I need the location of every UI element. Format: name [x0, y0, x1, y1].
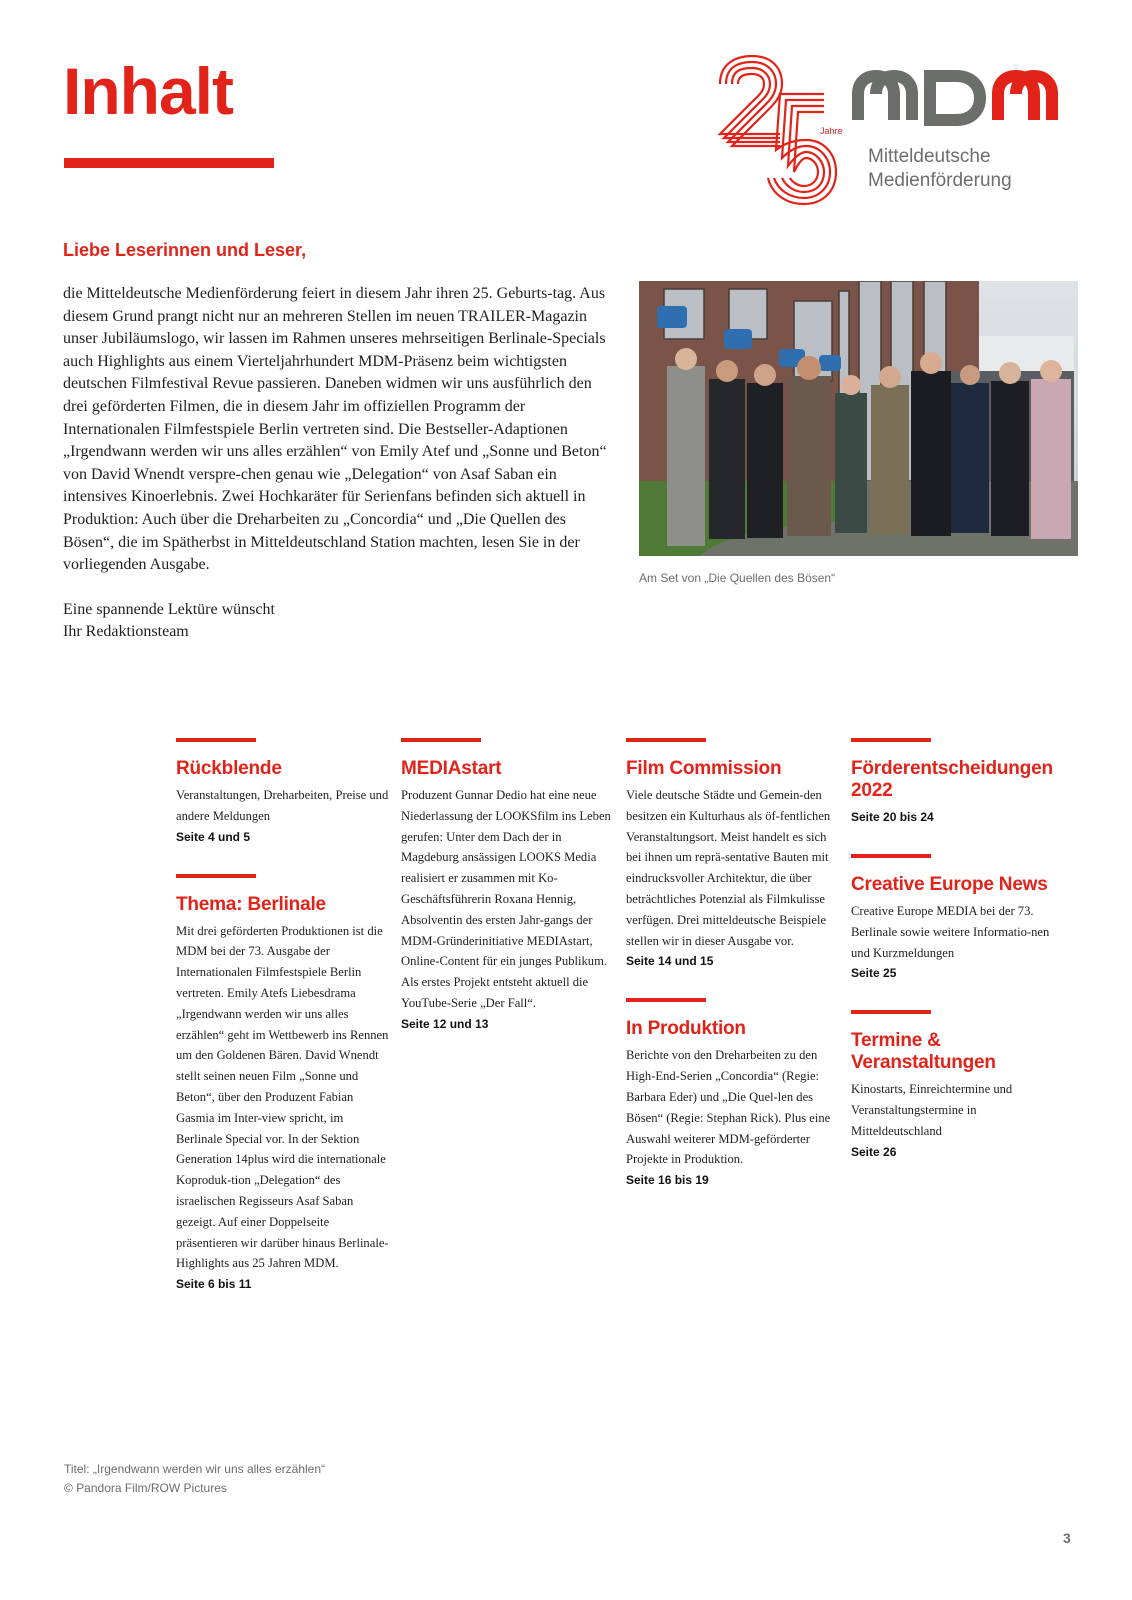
- toc-item-termine-veranstaltungen[interactable]: [851, 1010, 1076, 1161]
- toc-item-foerderentscheidungen[interactable]: [851, 738, 1076, 827]
- toc-title: Förderentscheidungen 2022: [851, 758, 1053, 801]
- intro-closing-line1: Eine spannende Lektüre wünscht: [63, 600, 275, 618]
- toc-pages: Seite 16 bis 19: [626, 1173, 709, 1188]
- photo-caption: Am Set von „Die Quellen des Bösen“: [639, 571, 836, 585]
- logo-jahre-label: Jahre: [820, 126, 843, 136]
- toc-description: Mit drei geförderten Produktionen ist die MDM bei der 73. Ausgabe der Internationalen Filmfestspiele Berlin vertreten. Emily Atefs Liebesdrama „Irgendwann werden wir uns alles erzählen“ geht im Wettbewerb ins Rennen um den Goldenen Bären. David Wnendt stellt seinen neuen Film „Sonne und Beton“, über den Produzent Fabian Gasmia im Inter-view spricht, im Berlinale Special vor. In der Sektion Generation 14plus wird die internationale Koproduk-tion „Delegation“ des israelischen Regisseurs Asaf Saban gezeigt. Auf einer Doppelseite präsentieren wir darüber hinaus Berlinale-Highlights aus 25 Jahren MDM.: [176, 923, 389, 1271]
- toc-pages: Seite 14 und 15: [626, 954, 714, 969]
- toc-column-2: [401, 738, 616, 1034]
- credit-title: Titel: „Irgendwann werden wir uns alles erzählen“: [64, 1462, 326, 1476]
- toc-description: Viele deutsche Städte und Gemein-den besitzen ein Kulturhaus als öf-fentlichen Veranstaltungsort. Meist handelt es sich bei ihnen um reprä-sentative Bauten mit eindrucksvoller Architektur, die über beträchtliches Potenzial als Filmkulisse verfügen. Drei mitteldeutsche Beispiele stellen wir in dieser Ausgabe vor.: [626, 788, 831, 948]
- toc-rule: [851, 738, 931, 742]
- toc-rule: [851, 854, 931, 858]
- intro-closing-line2: Ihr Redaktionsteam: [63, 623, 189, 641]
- intro-text: [63, 283, 618, 644]
- logo-name-line2: Medienförderung: [868, 170, 1012, 191]
- toc-item-in-produktion[interactable]: [626, 998, 841, 1190]
- title-rule: [64, 158, 274, 168]
- set-photo: [639, 281, 1078, 556]
- toc-title: Thema: Berlinale: [176, 893, 326, 915]
- mdm-25-jahre-logo: [716, 54, 1076, 214]
- toc-description: Creative Europe MEDIA bei der 73. Berlinale sowie weitere Informatio-nen und Kurzmeldungen: [851, 904, 1050, 960]
- toc-item-film-commission[interactable]: [626, 738, 841, 971]
- toc-pages: Seite 6 bis 11: [176, 1277, 252, 1292]
- toc-title: In Produktion: [626, 1018, 746, 1040]
- toc-item-thema-berlinale[interactable]: [176, 874, 391, 1295]
- toc-rule: [176, 738, 256, 742]
- toc-description: Produzent Gunnar Dedio hat eine neue Niederlassung der LOOKSfilm ins Leben gerufen: Unter dem Dach der in Magdeburg ansässigen LOOKS Media realisiert er zusammen mit Ko-Geschäftsführerin Roxana Hennig, Absolventin des ersten Jahr-gangs der MDM-Gründerinitiative MEDIAstart, Online-Content für ein junges Publikum. Als erstes Projekt entsteht aktuell die YouTube-Serie „Der Fall“.: [401, 788, 611, 1010]
- toc-title: Creative Europe News: [851, 874, 1048, 895]
- toc-item-creative-europe-news[interactable]: [851, 854, 1076, 983]
- photo-illustration: [639, 281, 1078, 556]
- toc-column-1: [176, 738, 391, 1294]
- toc-item-rueckblende[interactable]: [176, 738, 391, 847]
- toc-pages: Seite 4 und 5: [176, 829, 251, 844]
- page-number: 3: [1063, 1530, 1071, 1546]
- toc-pages: Seite 25: [851, 966, 897, 981]
- toc-pages: Seite 26: [851, 1144, 897, 1159]
- toc-title: MEDIAstart: [401, 758, 502, 779]
- toc-rule: [626, 738, 706, 742]
- toc-rule: [401, 738, 481, 742]
- toc-description: Kinostarts, Einreichtermine und Veranstaltungstermine in Mitteldeutschland: [851, 1082, 1013, 1138]
- logo-mdm-wordmark: [858, 76, 1052, 120]
- toc-rule: [851, 1010, 931, 1014]
- toc-description: Berichte von den Dreharbeiten zu den High-End-Serien „Concordia“ (Regie: Barbara Eder) und „Die Quel-len des Bösen“ (Regie: Stephan Rick). Plus eine Auswahl weiterer MDM-geförderter Projekte in Produktion.: [626, 1048, 831, 1167]
- cover-credit: [64, 1460, 325, 1498]
- toc-rule: [176, 874, 256, 878]
- toc-pages: Seite 12 und 13: [401, 1016, 489, 1031]
- toc-rule: [626, 998, 706, 1002]
- intro-greeting: Liebe Leserinnen und Leser,: [63, 240, 307, 260]
- toc-column-3: [626, 738, 841, 1190]
- toc-title: Film Commission: [626, 758, 782, 779]
- toc-column-4: [851, 738, 1076, 1162]
- toc-title: Rückblende: [176, 758, 282, 779]
- credit-copyright: © Pandora Film/ROW Pictures: [64, 1481, 227, 1495]
- page-title: Inhalt: [63, 54, 233, 128]
- intro-body: die Mitteldeutsche Medienförderung feiert in diesem Jahr ihren 25. Geburts-tag. Aus diesem Grund prangt nicht nur an mehreren Stellen im neuen TRAILER-Magazin unser Jubiläumslogo, wir lassen im Rahmen unseres mehrseitigen Berlinale-Specials auch Highlights aus einem Vierteljahrhundert MDM-Präsenz beim wichtigsten deutschen Filmfestival Revue passieren. Daneben widmen wir uns ausführlich den drei geförderten Filmen, die in diesem Jahr im offiziellen Programm der Internationalen Filmfestspiele Berlin vertreten sind. Die Bestseller-Adaptionen „Irgendwann werden wir uns alles erzählen“ von Emily Atef und „Sonne und Beton“ von David Wnendt verspre-chen genau wie „Delegation“ von Asaf Saban ein intensives Kinoerlebnis. Zwei Hochkaräter für Serienfans befinden sich aktuell in Produktion: Auch über die Dreharbeiten zu „Concordia“ und „Die Quellen des Bösen“, die im Spätherbst in Mitteldeutschland Station machten, lesen Sie in der vorliegenden Ausgabe.: [63, 285, 607, 574]
- logo-name-line1: Mitteldeutsche: [868, 146, 991, 167]
- logo-25-mark: [720, 56, 836, 204]
- toc-description: Veranstaltungen, Dreharbeiten, Preise und andere Meldungen: [176, 788, 389, 823]
- toc-title: Termine & Veranstaltungen: [851, 1030, 996, 1074]
- toc-pages: Seite 20 bis 24: [851, 810, 934, 824]
- toc-item-mediastart[interactable]: [401, 738, 616, 1034]
